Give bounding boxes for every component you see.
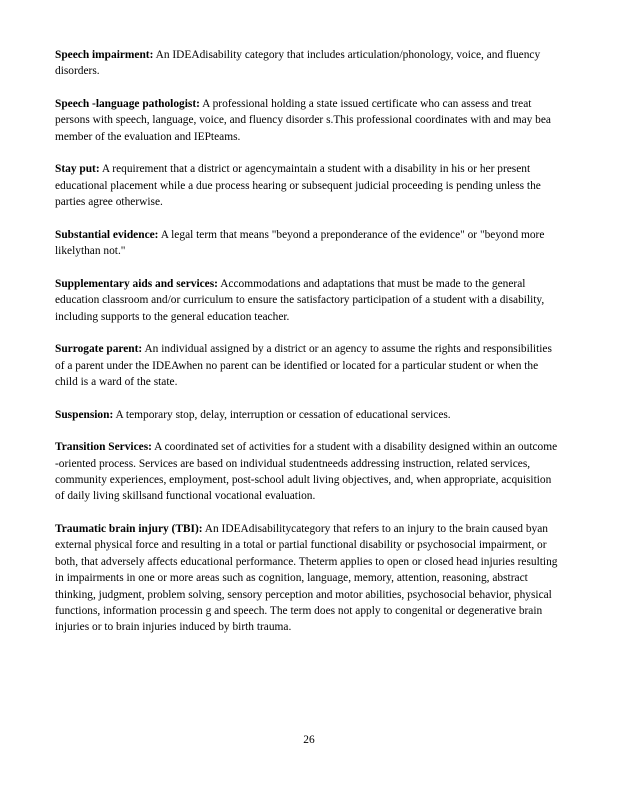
glossary-entry-substantial-evidence	[55, 227, 560, 260]
glossary-entry-supplementary-aids	[55, 276, 560, 325]
page-number: 26	[303, 734, 315, 746]
glossary-definition: An IDEAdisabilitycategory that refers to an injury to the brain caused byan external physical force and resulting in a total or partial functional disability or psychosocial impairment, or both, that adversely affects educational performance. Theterm applies to open or closed head injuries resulting in impairments in one or more areas such as cognition, language, memory, attention, reasoning, abstract thinking, judgment, problem solving, sensory perception and motor abilities, psychosocial behavior, physical functions, information processin g and speech. The term does not apply to congenital or degenerative brain injuries or to brain injuries induced by birth trauma.	[55, 523, 558, 634]
glossary-definition: An individual assigned by a district or an agency to assume the rights and responsibilities of a parent under the IDEAwhen no parent can be identified or located for a particular student or when the child is a ward of the state.	[55, 343, 552, 389]
glossary-page	[55, 47, 560, 652]
glossary-definition: Accommodations and adaptations that must be made to the general education classroom and/or curriculum to ensure the satisfactory participation of a student with a disability, including supports to the general education teacher.	[55, 277, 545, 323]
glossary-term: Transition Services:	[55, 441, 152, 454]
glossary-entry-speech-impairment	[55, 47, 560, 80]
glossary-entry-traumatic-brain-injury	[55, 521, 560, 636]
glossary-term: Surrogate parent:	[55, 343, 143, 356]
glossary-definition: A requirement that a district or agencymaintain a student with a disability in his or her present educational placement while a due process hearing or subsequent judicial proceeding is pending unless the parties agree otherwise.	[55, 163, 541, 209]
glossary-term: Stay put:	[55, 163, 100, 176]
glossary-term: Substantial evidence:	[55, 228, 159, 241]
glossary-term: Speech -language pathologist:	[55, 98, 200, 110]
glossary-term: Supplementary aids and services:	[55, 277, 218, 290]
glossary-term: Suspension:	[55, 408, 114, 421]
glossary-definition: A temporary stop, delay, interruption or cessation of educational services.	[115, 408, 451, 421]
glossary-entry-speech-language-pathologist	[55, 96, 560, 145]
glossary-definition: An IDEAdisability category that includes articulation/phonology, voice, and fluency disorders.	[55, 49, 541, 78]
glossary-entry-transition-services	[55, 439, 560, 505]
glossary-definition: A professional holding a state issued certificate who can assess and treat persons with speech, language, voice, and fluency disorder s.This professional coordinates with and may bea member of the evaluation and IEPteams.	[55, 98, 551, 143]
glossary-entry-surrogate-parent	[55, 341, 560, 390]
glossary-entry-stay-put	[55, 161, 560, 210]
glossary-term: Speech impairment:	[55, 49, 154, 61]
glossary-definition: A legal term that means "beyond a preponderance of the evidence" or "beyond more likelythan not."	[55, 228, 545, 258]
glossary-entry-suspension	[55, 407, 560, 423]
glossary-term: Traumatic brain injury (TBI):	[55, 523, 203, 536]
glossary-definition: A coordinated set of activities for a student with a disability designed within an outcome -oriented process. Services are based on individual studentneeds addressing instruction, related services, community experiences, employment, post-school adult living objectives, and, when appropriate, acquisition of daily living skillsand functional vocational evaluation.	[55, 441, 558, 503]
